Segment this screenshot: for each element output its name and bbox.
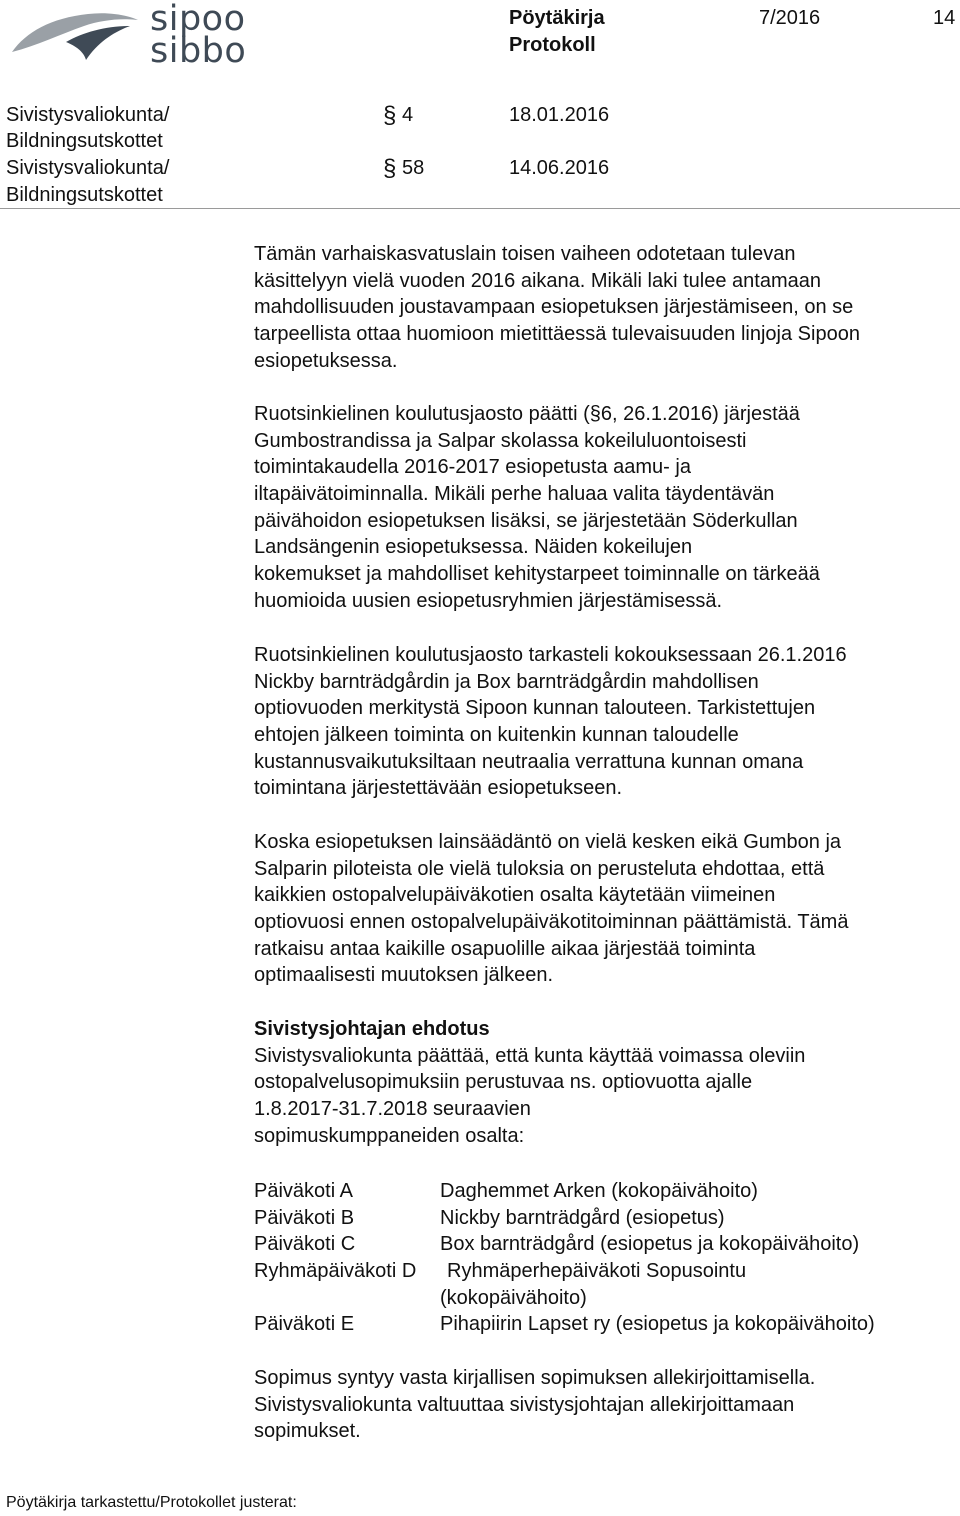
proposal-heading: Sivistysjohtajan ehdotus <box>254 1018 490 1040</box>
text-line: sopimukset. <box>254 1420 361 1443</box>
meeting-body-sv: Bildningsutskottet <box>6 130 163 152</box>
text-line: 1.8.2017-31.7.2018 seuraavien <box>254 1098 531 1121</box>
daycare-name: Päiväkoti A <box>254 1180 353 1202</box>
text-line: Gumbostrandissa ja Salpar skolassa kokeiluluontoisesti <box>254 429 747 452</box>
text-line: kustannusvaikutuksiltaan neutraalia verrattuna kunnan omana <box>254 750 804 773</box>
daycare-name: Ryhmäpäiväkoti D <box>254 1260 417 1283</box>
section-number: 4 <box>402 104 414 126</box>
text-line: Sivistysvaliokunta päättää, että kunta käyttää voimassa oleviin <box>254 1044 806 1067</box>
daycare-partner: Box barnträdgård (esiopetus ja kokopäivähoito) <box>440 1233 860 1256</box>
daycare-name: Päiväkoti B <box>254 1206 355 1229</box>
text-line: Sivistysvaliokunta valtuuttaa sivistysjohtajan allekirjoittamaan <box>254 1393 795 1416</box>
logo-text-sibbo: sibbo <box>150 31 247 71</box>
paragraph <box>254 241 860 374</box>
text-line: Ruotsinkielinen koulutusjaosto tarkasteli kokouksessaan 26.1.2016 <box>254 644 847 666</box>
daycare-partner: Daghemmet Arken (kokopäivähoito) <box>440 1180 758 1202</box>
text-line: ehtojen jälkeen toiminta on kuitenkin kunnan taloudelle <box>254 724 739 747</box>
meeting-date: 14.06.2016 <box>509 157 610 179</box>
meeting-body: Sivistysvaliokunta/ <box>6 157 170 179</box>
text-line: päivähoidon esiopetuksen lisäksi, se järjestetään Söderkullan <box>254 509 798 532</box>
text-line: ratkaisu antaa kaikille osapuolille aikaa järjestää toiminta <box>254 937 756 960</box>
text-line: kaikkien ostopalvelupäiväkotien osalta käytetään viimeinen <box>254 884 776 907</box>
paragraph <box>254 401 820 615</box>
daycare-partner: Pihapiirin Lapset ry (esiopetus ja kokopäivähoito) <box>440 1313 875 1336</box>
paragraph <box>254 829 848 989</box>
doc-type-sv: Protokoll <box>509 34 596 56</box>
text-line: huomioida uusien esiopetusryhmien järjestämisessä. <box>254 589 723 612</box>
text-line: optimaalisesti muutoksen jälkeen. <box>254 964 554 987</box>
section-number: 58 <box>402 157 425 179</box>
text-line: käsittelyyn vielä vuoden 2016 aikana. Mikäli laki tulee antamaan <box>254 269 822 292</box>
logo-text-sipoo: sipoo <box>150 0 246 39</box>
closing-paragraph <box>254 1365 815 1445</box>
text-line: Nickby barnträdgårdin ja Box barnträdgårdin mahdollisen <box>254 670 759 693</box>
text-line: sopimuskumppaneiden osalta: <box>254 1124 525 1147</box>
text-line: esiopetuksessa. <box>254 349 398 372</box>
text-line: optiovuosi ennen ostopalvelupäiväkotitoiminnan päättämistä. Tämä <box>254 911 849 934</box>
text-line: toimintana järjestettävään esiopetukseen. <box>254 777 623 800</box>
text-line: Landsängenin esiopetuksessa. Näiden kokeilujen <box>254 536 693 559</box>
sipoo-logo-icon <box>6 2 146 68</box>
text-line: optiovuoden merkitystä Sipoon kunnan talouteen. Tarkistettujen <box>254 697 816 720</box>
section-symbol: § <box>383 155 397 182</box>
meeting-body: Sivistysvaliokunta/ <box>6 104 170 126</box>
proposal-section <box>254 1016 805 1149</box>
text-line: kokemukset ja mahdolliset kehitystarpeet toiminnalle on tärkeää <box>254 563 820 586</box>
doc-type-fi: Pöytäkirja <box>509 7 605 29</box>
daycare-partner: (kokopäivähoito) <box>440 1286 587 1309</box>
meeting-body-sv: Bildningsutskottet <box>6 184 163 206</box>
text-line: Ruotsinkielinen koulutusjaosto päätti (§6, 26.1.2016) järjestää <box>254 403 800 425</box>
meeting-date: 18.01.2016 <box>509 104 610 126</box>
text-line: ostopalvelusopimuksiin perustuvaa ns. optiovuotta ajalle <box>254 1071 753 1094</box>
daycare-partner: Ryhmäperhepäiväkoti Sopusointu <box>447 1260 747 1283</box>
page-number: 14 <box>933 7 956 29</box>
section-symbol: § <box>383 102 397 129</box>
text-line: Salparin piloteista ole vielä tuloksia on perusteluta ehdottaa, että <box>254 857 825 880</box>
daycare-name: Päiväkoti E <box>254 1313 355 1336</box>
text-line: Koska esiopetuksen lainsäädäntö on vielä kesken eikä Gumbon ja <box>254 831 842 853</box>
text-line: Sopimus syntyy vasta kirjallisen sopimuksen allekirjoittamisella. <box>254 1367 816 1389</box>
text-line: tarpeellista ottaa huomioon mietittäessä tulevaisuuden linjoja Sipoon <box>254 323 860 346</box>
paragraph <box>254 642 847 802</box>
daycare-name: Päiväkoti C <box>254 1233 356 1256</box>
doc-number: 7/2016 <box>759 7 821 29</box>
divider <box>0 208 960 209</box>
text-line: Tämän varhaiskasvatuslain toisen vaiheen odotetaan tulevan <box>254 243 796 265</box>
text-line: toimintakaudella 2016-2017 esiopetusta aamu- ja <box>254 456 691 479</box>
footer-signature-label: Pöytäkirja tarkastettu/Protokollet justerat: <box>6 1494 297 1511</box>
daycare-partner: Nickby barnträdgård (esiopetus) <box>440 1206 725 1229</box>
text-line: mahdollisuuden joustavampaan esiopetuksen järjestämiseen, on se <box>254 296 854 319</box>
text-line: iltapäivätoiminnalla. Mikäli perhe haluaa valita täydentävän <box>254 483 775 506</box>
